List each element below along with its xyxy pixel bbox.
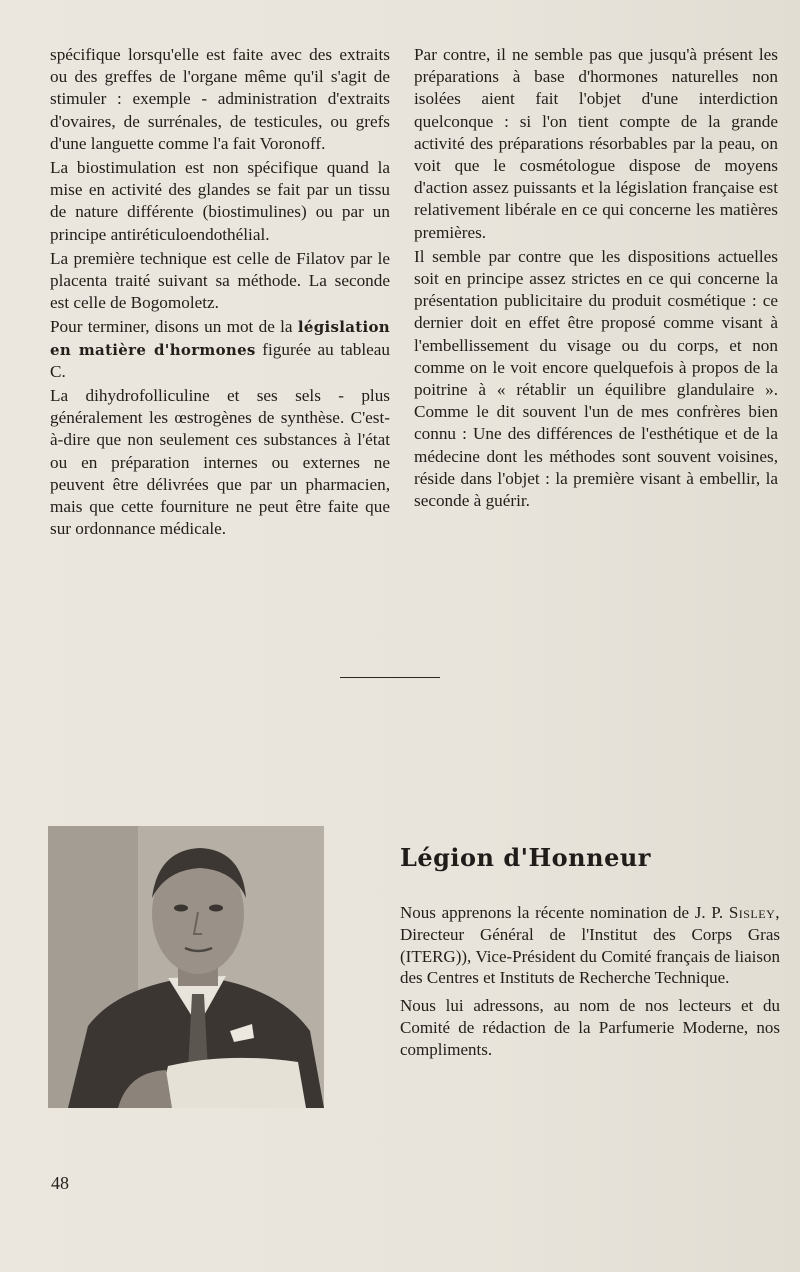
legislation-term: législation en matière d'hormones <box>50 318 390 359</box>
person-name: Sisley, <box>728 903 781 922</box>
announcement-paragraph-2: Nous lui adressons, au nom de nos lecteurs et du Comité de rédaction de la Parfumerie Moderne, nos compliments. <box>400 996 780 1059</box>
right-text-column <box>414 44 778 514</box>
portrait-photo <box>48 826 324 1108</box>
left-paragraph-4-start: Pour terminer, disons un mot de la <box>50 317 293 337</box>
section-divider <box>340 677 440 678</box>
section-heading: Légion d'Honneur <box>400 843 651 872</box>
right-paragraph-2: Il semble par contre que les dispositions actuelles soit en principe assez strictes en ce qui concerne la présentation publicitaire du produit cosmétique : ce dernier doit en effet être proposé comme visant à l'embellissement du visage ou du corps, et non comme on le voit encore quelquefois à propos de la poitrine à « rétablir un équilibre glandulaire ». Comme le dit souvent l'un de mes confrères bien connu : Une des différences de l'esthétique et de la médecine dont les méthodes sont souvent voisines, réside dans l'objet : la première visant à embellir, la seconde à guérir. <box>414 246 778 511</box>
left-paragraph-2: La biostimulation est non spécifique quand la mise en activité des glandes se fait par un tissu de nature différente (biostimulines) ou par un principe antiréticuloendothélial. <box>50 158 390 244</box>
announcement-end: Directeur Général de l'Institut des Corps Gras (ITERG)), Vice-Président du Comité français de liaison des Centres et Instituts de Recherche Technique. <box>400 924 780 988</box>
announcement-start: Nous apprenons la récente nomination de J. P. <box>400 903 724 922</box>
right-paragraph-1: Par contre, il ne semble pas que jusqu'à présent les préparations à base d'hormones naturelles non isolées aient fait l'objet d'une interdiction quelconque : si l'on tient compte de la grande activité des préparations résorbables par la peau, on voit que le cosmétologue dispose de moyens d'action assez puissants et la législation française est relativement libérale en ce qui concerne les matières premières. <box>414 45 778 242</box>
left-paragraph-5: La dihydrofolliculine et ses sels - plus généralement les œstrogènes de synthèse. C'est-à-dire que non seulement ces substances à l'état ou en préparation internes ou externes ne peuvent être délivrées que par un pharmacien, mais que cette fourniture ne peut être faite que sur ordonnance médicale. <box>50 386 390 539</box>
announcement-block <box>400 902 780 1067</box>
left-paragraph-4-end: figurée au tableau C. <box>50 339 390 381</box>
left-text-column <box>50 44 390 542</box>
announcement-paragraph-1 <box>400 902 780 989</box>
left-paragraph-1: spécifique lorsqu'elle est faite avec des extraits ou des greffes de l'organe même qu'il s'agit de stimuler : exemple - administration d'extraits d'ovaires, de surrénales, de testicules, ou grefs d'une languette comme l'a fait Voronoff. <box>50 45 390 153</box>
left-paragraph-4 <box>50 316 390 383</box>
portrait-illustration <box>48 826 324 1108</box>
page-number: 48 <box>51 1173 69 1193</box>
left-paragraph-3: La première technique est celle de Filatov par le placenta traité suivant sa méthode. La seconde est celle de Bogomoletz. <box>50 248 390 313</box>
